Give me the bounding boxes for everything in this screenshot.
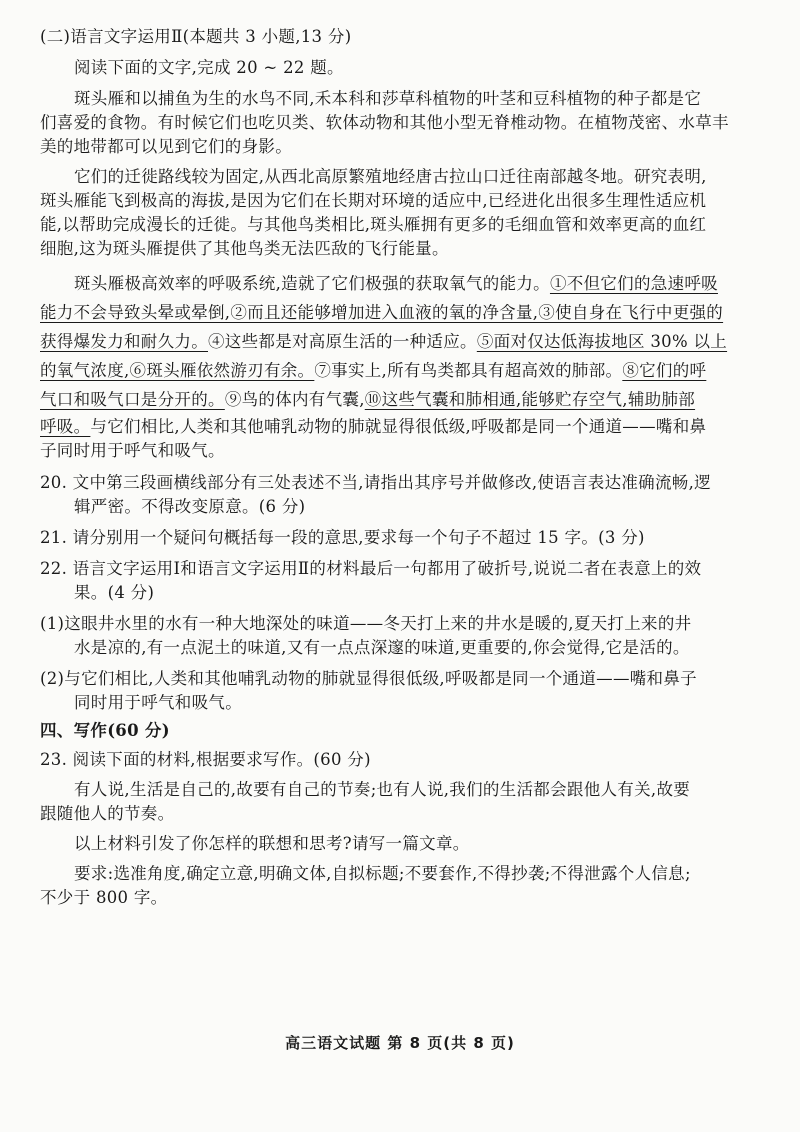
paragraph-1-line: 斑头雁和以捕鱼为生的水鸟不同,禾本科和莎草科植物的叶茎和豆科植物的种子都是它	[74, 89, 702, 108]
paragraph-3-line: 呼吸。与它们相比,人类和其他哺乳动物的肺就显得很低级,呼吸都是同一个通道——嘴和鼻	[40, 417, 707, 436]
question-22: 果。(4 分)	[74, 583, 155, 602]
quote-item-1: (1)这眼井水里的水有一种大地深处的味道——冬天打上来的井水是暖的,夏天打上来的井	[40, 614, 692, 633]
paragraph-2-line: 它们的迁徙路线较为固定,从西北高原繁殖地经唐古拉山口迁往南部越冬地。研究表明,	[74, 167, 707, 186]
writing-prompt: 以上材料引发了你怎样的联想和思考?请写一篇文章。	[74, 834, 470, 853]
underlined-sentence: ⑩这些气囊和肺相通,能够贮存空气,辅助肺部	[364, 390, 696, 409]
page-footer: 高三语文试题 第 8 页(共 8 页)	[285, 1034, 515, 1052]
writing-material: 跟随他人的节奏。	[40, 804, 175, 823]
underlined-sentence: 能力不会导致头晕或晕倒,②而且还能够增加进入血液的氧的净含量,③使自身在飞行中更强的	[40, 303, 724, 322]
paragraph-3-line: 气口和吸气口是分开的。⑨鸟的体内有气囊,⑩这些气囊和肺相通,能够贮存空气,辅助肺部	[40, 390, 696, 409]
paragraph-2-line: 细胞,这为斑头雁提供了其他鸟类无法匹敌的飞行能量。	[40, 239, 449, 258]
writing-section-heading: 四、写作(60 分)	[40, 721, 170, 740]
paragraph-3-line: 获得爆发力和耐久力。④这些都是对高原生活的一种适应。⑤面对仅达低海拔地区 30% 以上	[40, 332, 728, 351]
question-21: 21. 请分别用一个疑问句概括每一段的意思,要求每一个句子不超过 15 字。(3 分)	[40, 528, 645, 547]
paragraph-2-line: 斑头雁能飞到极高的海拔,是因为它们在长期对环境的适应中,已经进化出很多生理性适应机	[40, 191, 707, 210]
question-20: 20. 文中第三段画横线部分有三处表述不当,请指出其序号并做修改,使语言表达准确流畅,逻	[40, 473, 711, 492]
underlined-sentence: 的氧气浓度,⑥斑头雁依然游刃有余。	[40, 361, 315, 380]
question-20: 辑严密。不得改变原意。(6 分)	[74, 497, 306, 516]
writing-requirements: 要求:选准角度,确定立意,明确文体,自拟标题;不要套作,不得抄袭;不得泄露个人信息;	[74, 864, 691, 883]
quote-item-2: (2)与它们相比,人类和其他哺乳动物的肺就显得很低级,呼吸都是同一个通道——嘴和鼻子	[40, 669, 697, 688]
quote-item-2: 同时用于呼气和吸气。	[74, 693, 242, 712]
question-23: 23. 阅读下面的材料,根据要求写作。(60 分)	[40, 750, 371, 769]
question-22: 22. 语言文字运用Ⅰ和语言文字运用Ⅱ的材料最后一句都用了破折号,说说二者在表意上的效	[40, 559, 702, 578]
quote-item-1: 水是凉的,有一点泥土的味道,又有一点点深邃的味道,更重要的,你会觉得,它是活的。	[74, 638, 690, 657]
underlined-sentence: 获得爆发力和耐久力。	[40, 332, 208, 351]
paragraph-1-line: 美的地带都可以见到它们的身影。	[40, 137, 292, 156]
paragraph-3-line: 的氧气浓度,⑥斑头雁依然游刃有余。⑦事实上,所有鸟类都具有超高效的肺部。⑧它们的呼	[40, 361, 707, 380]
underlined-sentence: ①不但它们的急速呼吸	[549, 274, 718, 293]
paragraph-2-line: 能,以帮助完成漫长的迁徙。与其他鸟类相比,斑头雁拥有更多的毛细血管和效率更高的血红	[40, 215, 707, 234]
underlined-sentence: 气口和吸气口是分开的。	[40, 390, 225, 409]
reading-instruction: 阅读下面的文字,完成 20 ~ 22 题。	[74, 58, 344, 77]
underlined-sentence: ⑤面对仅达低海拔地区 30% 以上	[476, 332, 728, 351]
section-heading: (二)语言文字运用Ⅱ(本题共 3 小题,13 分)	[40, 27, 352, 46]
paragraph-3-line: 斑头雁极高效率的呼吸系统,造就了它们极强的获取氧气的能力。①不但它们的急速呼吸	[74, 274, 718, 293]
underlined-sentence: ⑧它们的呼	[622, 361, 707, 380]
paragraph-3-line	[40, 301, 723, 325]
paragraph-1-line: 们喜爱的食物。有时候它们也吃贝类、软体动物和其他小型无脊椎动物。在植物茂密、水草丰	[40, 113, 729, 132]
paragraph-3-line: 子同时用于呼气和吸气。	[40, 441, 225, 460]
writing-requirements: 不少于 800 字。	[40, 888, 168, 907]
writing-material: 有人说,生活是自己的,故要有自己的节奏;也有人说,我们的生活都会跟他人有关,故要	[74, 780, 691, 799]
underlined-sentence: 呼吸。	[40, 417, 91, 436]
